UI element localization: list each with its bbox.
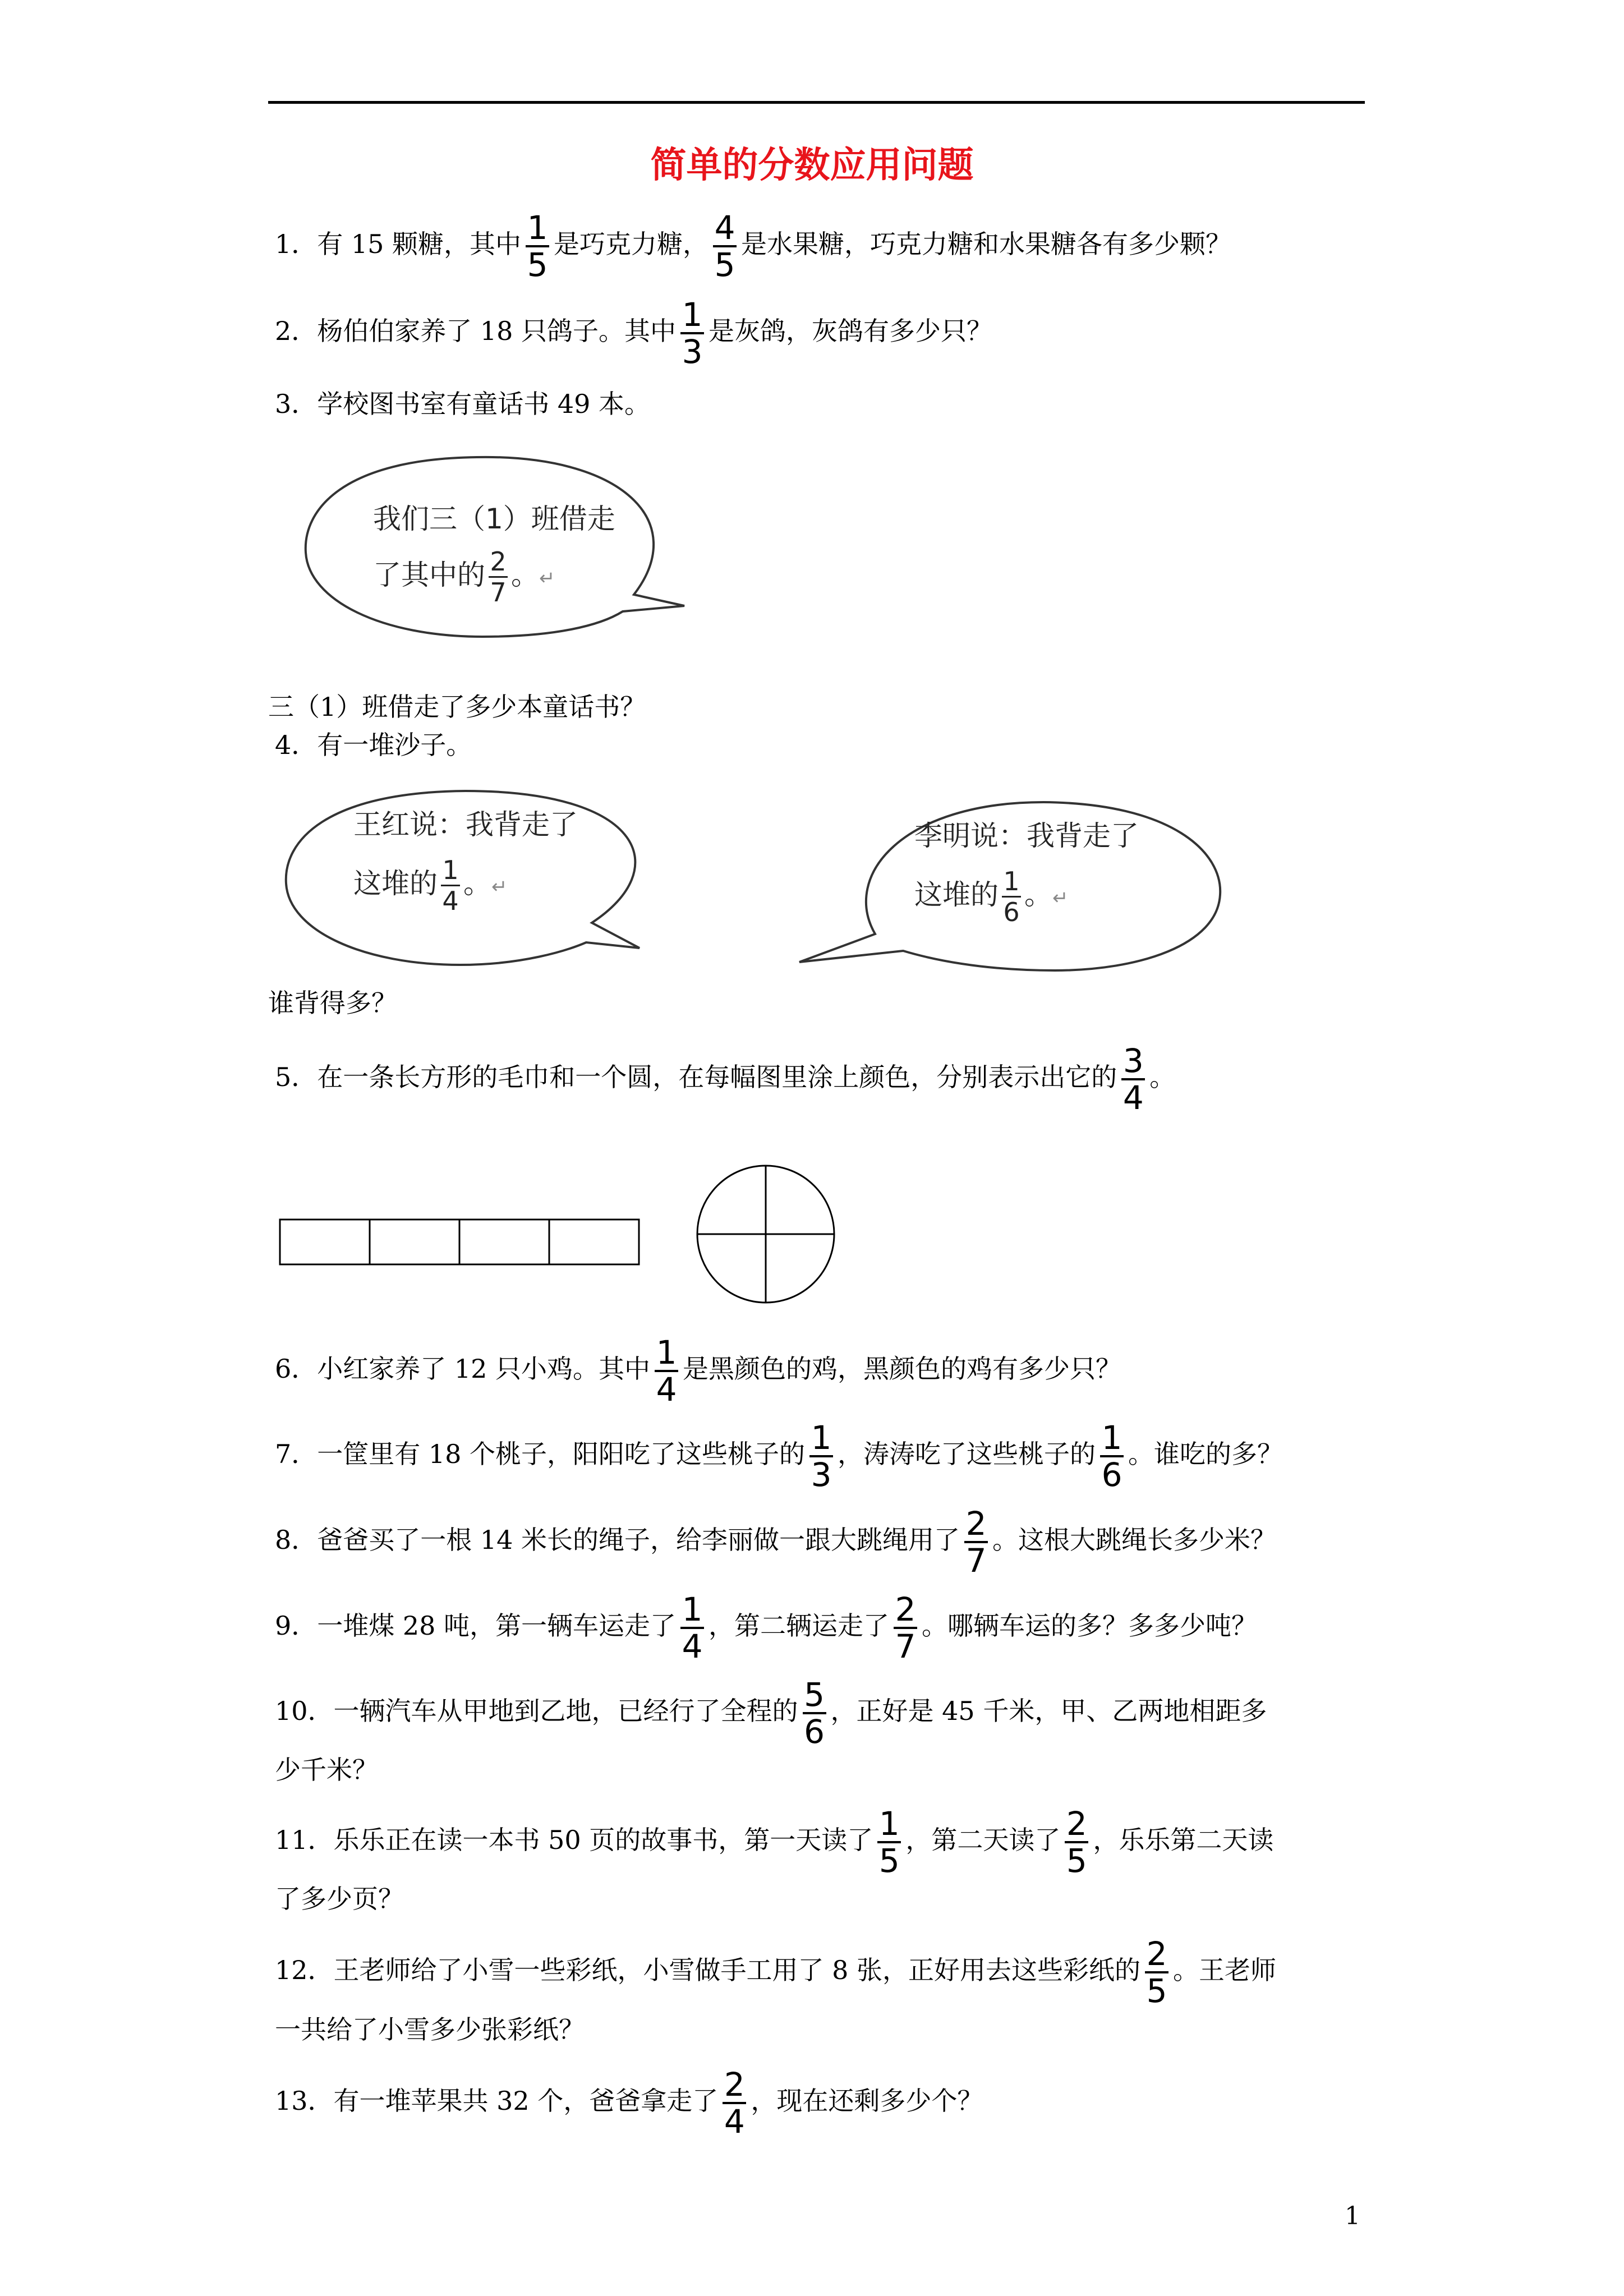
bubble-right-end: 。 bbox=[1024, 878, 1052, 911]
fraction bbox=[1065, 1806, 1088, 1878]
fraction bbox=[655, 1335, 678, 1407]
bubble-right-line2 bbox=[914, 867, 1069, 927]
bubble-left-end: 。 bbox=[463, 867, 491, 900]
question-1-text: 1．有 15 颗糖，其中 bbox=[275, 229, 522, 259]
circle-diagram bbox=[690, 1158, 841, 1310]
question-2-text: 2．杨伯伯家养了 18 只鸽子。其中 bbox=[275, 316, 677, 346]
question-10 bbox=[275, 1677, 1267, 1749]
question-11-text: ，乐乐第二天读 bbox=[1093, 1825, 1274, 1855]
numerator: 1 bbox=[442, 855, 459, 885]
question-6-text: 6．小红家养了 12 只小鸡。其中 bbox=[275, 1354, 651, 1384]
denominator: 6 bbox=[804, 1713, 825, 1751]
question-4: 4．有一堆沙子。 bbox=[275, 730, 472, 760]
fraction bbox=[1002, 867, 1021, 927]
question-9-text: 。哪辆车运的多？多多少吨？ bbox=[922, 1611, 1258, 1641]
question-3-ask: 三（1）班借走了多少本童话书？ bbox=[268, 692, 646, 722]
numerator: 4 bbox=[714, 209, 735, 247]
denominator: 6 bbox=[1101, 1456, 1122, 1494]
bubble-left-line2 bbox=[353, 855, 508, 915]
fraction bbox=[877, 1806, 901, 1878]
numerator: 1 bbox=[527, 209, 548, 247]
denominator: 4 bbox=[682, 1627, 703, 1665]
numerator: 2 bbox=[895, 1590, 916, 1628]
bubble-q3-line1: 我们三（1）班借走 bbox=[373, 503, 615, 535]
denominator: 4 bbox=[656, 1370, 677, 1409]
question-5-text: 5．在一条长方形的毛巾和一个圆，在每幅图里涂上颜色，分别表示出它的 bbox=[275, 1062, 1117, 1092]
numerator: 1 bbox=[1003, 866, 1020, 896]
page-number: 1 bbox=[1345, 2202, 1360, 2230]
question-5-text: 。 bbox=[1149, 1062, 1176, 1092]
denominator: 7 bbox=[895, 1627, 916, 1665]
question-8-text: 8．爸爸买了一根 14 米长的绳子，给李丽做一跟大跳绳用了 bbox=[275, 1525, 960, 1555]
numerator: 1 bbox=[1101, 1419, 1122, 1457]
denominator: 5 bbox=[878, 1842, 900, 1880]
question-9 bbox=[275, 1592, 1257, 1664]
bubble-left-text: 这堆的 bbox=[353, 867, 438, 900]
question-2 bbox=[275, 297, 992, 369]
denominator: 4 bbox=[442, 886, 459, 916]
denominator: 5 bbox=[1146, 1972, 1167, 2010]
fraction bbox=[964, 1506, 988, 1578]
question-7 bbox=[275, 1420, 1283, 1492]
question-13 bbox=[275, 2067, 983, 2139]
question-6 bbox=[275, 1335, 1121, 1407]
question-12 bbox=[275, 1936, 1276, 2008]
question-9-text: ，第二辆运走了 bbox=[709, 1611, 890, 1641]
denominator: 4 bbox=[1122, 1079, 1144, 1117]
question-8-text: 。这根大跳绳长多少米？ bbox=[992, 1525, 1277, 1555]
speech-bubble-q3 bbox=[297, 443, 701, 645]
numerator: 1 bbox=[682, 296, 703, 334]
numerator: 2 bbox=[1146, 1935, 1167, 1973]
question-6-text: 是黑颜色的鸡，黑颜色的鸡有多少只？ bbox=[683, 1354, 1122, 1384]
question-1 bbox=[275, 210, 1231, 282]
fraction bbox=[803, 1677, 826, 1749]
denominator: 7 bbox=[490, 577, 507, 608]
question-11-line2: 了多少页？ bbox=[275, 1884, 404, 1914]
header-rule bbox=[268, 101, 1365, 104]
denominator: 4 bbox=[724, 2102, 745, 2141]
return-mark-icon: ↵ bbox=[491, 876, 508, 898]
question-7-text: 。谁吃的多？ bbox=[1128, 1439, 1283, 1469]
fraction bbox=[441, 855, 460, 915]
fraction bbox=[894, 1592, 917, 1664]
question-1-text: 是水果糖，巧克力糖和水果糖各有多少颗？ bbox=[741, 229, 1232, 259]
return-mark-icon: ↵ bbox=[539, 567, 555, 590]
fraction bbox=[680, 1592, 704, 1664]
bubble-q3-line2 bbox=[373, 547, 555, 607]
denominator: 6 bbox=[1003, 897, 1020, 927]
question-5 bbox=[275, 1043, 1175, 1115]
towel-rectangle bbox=[278, 1217, 642, 1268]
question-11 bbox=[275, 1806, 1273, 1878]
question-7-text: ，涛涛吃了这些桃子的 bbox=[838, 1439, 1096, 1469]
denominator: 5 bbox=[527, 246, 548, 284]
question-13-text: 13．有一堆苹果共 32 个，爸爸拿走了 bbox=[275, 2086, 719, 2116]
question-4-ask: 谁背得多？ bbox=[268, 988, 397, 1018]
question-12-text: 12．王老师给了小雪一些彩纸，小雪做手工用了 8 张，正好用去这些彩纸的 bbox=[275, 1955, 1141, 1985]
numerator: 3 bbox=[1122, 1042, 1144, 1080]
question-10-line2: 少千米？ bbox=[275, 1755, 378, 1785]
bubble-right-line1: 李明说：我背走了 bbox=[914, 820, 1139, 852]
fraction bbox=[1121, 1043, 1145, 1115]
question-7-text: 7．一筐里有 18 个桃子，阳阳吃了这些桃子的 bbox=[275, 1439, 806, 1469]
numerator: 1 bbox=[878, 1805, 900, 1843]
bubble-q3-end: 。 bbox=[511, 559, 539, 591]
numerator: 2 bbox=[1066, 1805, 1087, 1843]
bubble-q3-text: 了其中的 bbox=[373, 559, 485, 591]
question-10-text: 10．一辆汽车从甲地到乙地，已经行了全程的 bbox=[275, 1696, 798, 1726]
question-11-text: ，第二天读了 bbox=[905, 1825, 1061, 1855]
question-11-text: 11．乐乐正在读一本书 50 页的故事书，第一天读了 bbox=[275, 1825, 873, 1855]
denominator: 5 bbox=[1066, 1842, 1087, 1880]
numerator: 2 bbox=[490, 546, 507, 577]
question-12-text: 。王老师 bbox=[1173, 1955, 1277, 1985]
return-mark-icon: ↵ bbox=[1052, 887, 1069, 909]
fraction bbox=[489, 547, 508, 607]
denominator: 3 bbox=[811, 1456, 832, 1494]
numerator: 1 bbox=[811, 1419, 832, 1457]
denominator: 7 bbox=[965, 1542, 987, 1580]
fraction bbox=[1100, 1420, 1124, 1492]
denominator: 5 bbox=[714, 246, 735, 284]
bubble-right-text: 这堆的 bbox=[914, 878, 999, 911]
question-8 bbox=[275, 1506, 1276, 1578]
fraction bbox=[680, 297, 704, 369]
fraction bbox=[723, 2067, 746, 2139]
numerator: 2 bbox=[724, 2065, 745, 2104]
question-13-text: ，现在还剩多少个？ bbox=[751, 2086, 983, 2116]
page-title: 简单的分数应用问题 bbox=[650, 145, 974, 186]
question-1-text: 是巧克力糖， bbox=[554, 229, 709, 259]
bubble-left-line1: 王红说：我背走了 bbox=[353, 808, 578, 841]
fraction bbox=[1145, 1936, 1168, 2008]
question-10-text: ，正好是 45 千米，甲、乙两地相距多 bbox=[830, 1696, 1267, 1726]
numerator: 1 bbox=[656, 1333, 677, 1372]
denominator: 3 bbox=[682, 333, 703, 371]
numerator: 2 bbox=[965, 1504, 987, 1543]
fraction bbox=[809, 1420, 833, 1492]
question-3: 3．学校图书室有童话书 49 本。 bbox=[275, 389, 651, 419]
question-9-text: 9．一堆煤 28 吨，第一辆车运走了 bbox=[275, 1611, 677, 1641]
question-2-text: 是灰鸽，灰鸽有多少只？ bbox=[709, 316, 993, 346]
fraction bbox=[713, 210, 737, 282]
numerator: 1 bbox=[682, 1590, 703, 1628]
question-12-line2: 一共给了小雪多少张彩纸？ bbox=[275, 2014, 585, 2045]
fraction bbox=[526, 210, 549, 282]
numerator: 5 bbox=[804, 1676, 825, 1714]
